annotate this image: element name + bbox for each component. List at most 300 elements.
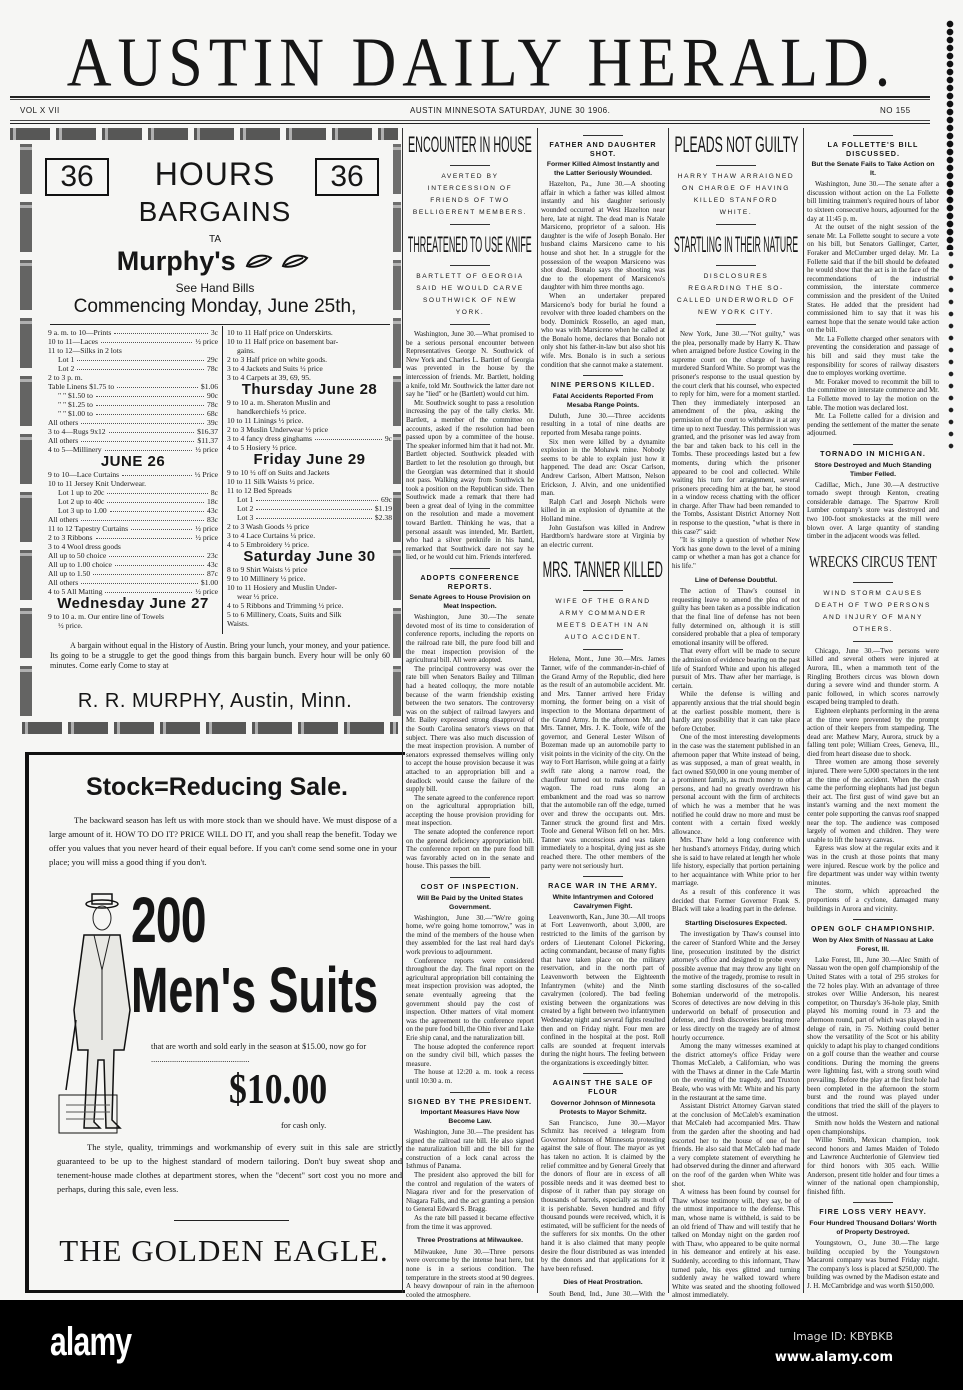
sale-item-label: Lot 2 up to 40c (58, 497, 105, 506)
article-paragraph: The senate agreed to the conference report on the agricultural appropriation bill, accepting the house provision providing for meat inspection. (406, 793, 534, 828)
article-subheadline: But the Senate Fails to Take Action on It. (811, 161, 935, 178)
sale-item (227, 346, 392, 355)
headline-text: MRS. TANNER KILLED (542, 557, 664, 583)
sale-item (48, 621, 218, 630)
article-paragraph: Ralph Carl and Joseph Nichols were killed in an explosion of dynamite at the Holland mine. (541, 497, 665, 523)
sale-item-label: 2 to 3 Ribbons (48, 533, 93, 542)
article-subheadline: Fatal Accidents Reported From Mesaba Range Points. (552, 392, 654, 409)
article-paragraph: When an undertaker prepared Marsiceno's body for burial he found a revolver with three loaded chambers on the body. Dominick Rossello, an aged man, who was with Marsiceno when he called at the Bonalo home, declares that Bonalo not only shot his father-in-law but also shot his wife. Mrs. Bonalo is in such a serious condition that she cannot make a statement. (541, 291, 665, 369)
article-subheadline: Senate Agrees to House Provision on Meat Inspection. (409, 594, 531, 611)
news-article (807, 547, 939, 913)
article-paragraph: The investigation by Thaw's counsel into the career of Stanford White and the Jersey line, prosecution instituted by the district attorney's office and designed to probe every possible avenue that may throw any light on the motive of the tragedy, promise to result in some startling disclosures of the so-called Bohemian underworld of the metropolis. Scores of detectives are now delving in this underworld on behalf of prosecution and defense, and fresh discoveries bearing more or less directly on the tragedy are of almost hourly occurrence. (672, 930, 800, 1042)
sale-item-price: 87c (207, 569, 218, 578)
article-body (807, 647, 939, 913)
article-body (541, 655, 665, 870)
sale-item-price: 8c (210, 488, 218, 497)
sale-item-label: 9 to 10 a. m. Sheraton Muslin and (227, 398, 331, 407)
sale-item-label: 9 to 10—Lace Curtains (48, 470, 120, 479)
sale-item-label: Table Linens $1.75 to (48, 382, 115, 391)
article-headline: NINE PERSONS KILLED. (550, 380, 656, 390)
decorative-bead-border (944, 20, 956, 250)
article-subheadline: Won by Alex Smith of Nassau at Lake Forest, Ill. (812, 936, 934, 953)
article-paragraph: Willie Smith, Mexican champion, took second honors and James Maiden of Toledo and Lawrence Auchterlonie of Glenview tied for third honors with 305 each. Willie Anderson, present title holder and four times a winner of the national open championship, finished fifth. (807, 1136, 939, 1196)
article-headline: AGAINST THE SALE OF FLOUR (552, 1078, 654, 1097)
sale-item-price: $2.38 (374, 513, 392, 522)
store-name-text: Murphy's (116, 246, 236, 276)
article-paragraph: Washington, June 30.—The senate after a discussion without action on the La Follette bill limiting trainmen's required hours of labor to sixteen consecutive hours, adjourned for the day at 11:45 p. m. (807, 180, 939, 223)
ad-divider (50, 324, 390, 325)
article-paragraph: Washington, June 30.—What promised to be a serious personal encounter between Representatives George N. Southwick of New York and Charles L. Bartlett of Georgia was prevented in the house by the intercession of friends. Mr. Bartlett, holding a knife, told Mr. Southwick the latter dare not say he "lied" or he (Bartlett) would cut him. (406, 330, 534, 399)
sale-item-price: 43c (207, 506, 218, 515)
article-paragraph: Cadillac, Mich., June 30.—A destructive tornado swept through Kenton, creating considerable damage. The Sparrow Kroll Lumber company's store was destroyed and two 100-foot smokestacks at the mill were blown over. A large quantity of standing timber in the adjacent woods was felled. (807, 480, 939, 541)
sale-item (48, 427, 218, 436)
decorative-dot-border (948, 250, 954, 450)
dot-leader (115, 560, 204, 566)
article-paragraph: One of the most interesting developments in the case was the statement published in an afternoon paper that White instead of being, as was supposed, a man of great wealth, in fact owned $50,000 in one young member of a prominent family, as much money to other persons, and had no greatly overdrawn his personal account with the firm of architects of which he was a member that he was notified he could draw no more and must be content with a certain fixed weekly allowance. (672, 733, 800, 836)
sale-item (48, 364, 218, 373)
divider (583, 649, 623, 650)
dot-leader (117, 382, 198, 388)
article-subheadline: White Infantrymen and Colored Cavalrymen Fight. (552, 893, 654, 910)
sale-item-label: ½ price. (58, 621, 83, 630)
volume-number: VOL X VII (20, 106, 60, 115)
sale-item-price: ½ price (195, 533, 218, 542)
sale-item-label: Lot 2 (58, 364, 75, 373)
article-headline: SIGNED BY THE PRESIDENT. (407, 1096, 533, 1106)
sale-item-label: 11 to 12 Bed Spreads (227, 486, 292, 495)
headline-deck: WIND STORM CAUSES DEATH OF TWO PERSONS AND INJURY OF MANY OTHERS. (814, 589, 931, 633)
leaf-ornament-icon (243, 252, 313, 270)
sale-item (48, 569, 218, 578)
source-url: www.alamy.com (774, 1350, 893, 1365)
sale-item-label: 3 to 4 Jackets and Suits ½ price (227, 364, 323, 373)
article-banner-headline (406, 130, 534, 160)
article-body (807, 1239, 939, 1291)
sale-schedule-left (48, 328, 218, 630)
sale-item (227, 531, 392, 540)
divider (450, 1092, 490, 1093)
article-headline: RACE WAR IN THE ARMY. (548, 881, 658, 891)
sale-item-price: ½ price (195, 524, 218, 533)
news-article (406, 1237, 534, 1299)
divider (853, 1202, 893, 1203)
sale-item-label: 2 to 3 Wash Goods ½ price (227, 522, 310, 531)
sale-item-price: $1.06 (200, 382, 218, 391)
ad-intro: The backward season has left us with more stock than we should have. We must dispose of a large amount of it. HOW TO DO IT? PRICE WILL DO IT, and you shall reap the benefit. Today we offer you values that you never heard of their equal before. If you can't come send some one in your place; you will miss a good thing if you don't. (49, 815, 397, 867)
article-paragraph: Six men were killed by a dynamite explosion in the Mohawk mine. Nobody seems to be able to explain just how it happened. The dead are: Oscar Carlson, Andrew Carlson, Albert Mattson, Nelson Erickson, J. Alvin, and one unidentified man. (541, 437, 665, 498)
news-article (541, 555, 665, 870)
article-body (807, 180, 939, 438)
sale-item-label: 11 to 12 Tapestry Curtains (48, 524, 129, 533)
sale-item (48, 533, 218, 542)
masthead-rule-top-inner (10, 99, 930, 100)
divider (716, 224, 756, 225)
column-rule (803, 128, 804, 1293)
divider (583, 1073, 623, 1074)
sale-item-price: $1.00 (200, 578, 218, 587)
divider (853, 582, 893, 583)
sale-item-price: 29c (207, 355, 218, 364)
sale-item-label: " " $1.25 to (58, 400, 93, 409)
news-article (406, 877, 534, 1085)
dot-leader (256, 513, 372, 519)
masthead-rule-bottom (10, 120, 930, 121)
sale-item-label: 4 to 5 Embroidery ½ price. (227, 540, 310, 549)
sale-item (48, 346, 218, 355)
article-body (807, 956, 939, 1197)
headline-deck: WIFE OF THE GRAND ARMY COMMANDER MEETS DEATH IN AN AUTO ACCIDENT. (555, 598, 651, 642)
article-paragraph: Washington, June 30.—The president has signed the railroad rate bill. He also signed the naturalization bill and the bill for the construction of a lock canal across the Isthmus of Panama. (406, 1128, 534, 1171)
sale-item-price: 69c (381, 495, 392, 504)
sale-item (227, 601, 392, 610)
dot-leader (256, 495, 378, 501)
sale-schedule-right (227, 328, 392, 628)
sale-item-label: 3 to 4 Lace Curtains ¼ price. (227, 531, 316, 540)
sale-item-label: Lot 1 (58, 355, 75, 364)
sale-item-label: 10 to 11 Linings ½ price. (227, 416, 304, 425)
article-paragraph: Helena, Mont., June 30.—Mrs. James Tanner, wife of the commander-in-chief of the Grand Army of the Republic, died here as the result of an automobile accident. Mr. and Mrs. Tanner arrived here Friday morning, the former being on a visit of inspection to the Montana department of the Grand Army. In the afternoon Mr. and Mrs. Tanner, Mrs. J. K. Toole, wife of the governor, and General Lester Wilson of Bozeman made up an automobile party to visit points in the vicinity of the city. On the way to Fort Harrison, while going at a fairly swift rate along a narrow road, the chauffeur turned out to make room for a wagon. The road runs along an embankment and the road was so narrow that the automobile ran off the edge, turned over and threw the occupants out. Mrs. Tanner struck the ground first and Mrs. Toole and General Wilson fell on her. Mrs. Tanner was unconscious and was taken immediately to a hospital, dying just as she reached there. The other members of the party were not seriously hurt. (541, 655, 665, 870)
ornamental-border-left (20, 144, 32, 719)
sale-item-label: 9 to 10 ½ off on Suits and Jackets (227, 468, 330, 477)
divider (450, 165, 490, 166)
sale-item (227, 583, 392, 592)
divider (853, 919, 893, 920)
image-id: Image ID: KBYBKB (792, 1330, 893, 1343)
sale-item (48, 560, 218, 569)
sale-item-price: ½ Price (194, 470, 218, 479)
article-paragraph: Mr. Southwick sought to pass a resolution increasing the pay of the tally clerks. Mr. Bartlett, a member of the committee on accounts, asked if the resolution had been passed upon by a committee of the house. The speaker informed him that it had not. Mr. Bartlett objected. Southwick pleaded with Bartlett to let the resolution go through, but the Georgian was determined that it should not pass. Walking away from Southwick he took a position on the Republican side. Then Southwick made a remark that there had been a great deal of lying in the committee on the resolution and made a movement toward Bartlett. Thinking he was, that a personal assault was intended, Mr. Bartlett, who had a silver penknife in his hand, remarked that Southwick dare not say he lied, or he would cut him. Friends interfered. (406, 398, 534, 562)
sale-item-label: Lot 3 (237, 513, 254, 522)
dot-leader (131, 524, 192, 530)
article-headline: OPEN GOLF CHAMPIONSHIP. (810, 924, 936, 934)
article-headline: FIRE LOSS VERY HEAVY. (819, 1207, 927, 1217)
sale-day-heading: Friday June 29 (253, 451, 366, 468)
sale-item-label: All up to 1.00 choice (48, 560, 112, 569)
sale-item (48, 578, 218, 587)
sale-item-price: $16.37 (197, 427, 218, 436)
dot-leader (81, 578, 198, 584)
dot-leader (107, 488, 207, 494)
article-paragraph: The senate adopted the conference report on the general deficiency appropriation bill. The conference report on the pure food bill was favorably acted on in the senate and house. This passes the bill. (406, 828, 534, 871)
sale-item-label: 10 to 11—Laces (48, 337, 98, 346)
sale-day-heading: Thursday June 28 (241, 381, 378, 398)
dot-leader (256, 504, 372, 510)
sale-item (48, 612, 218, 621)
article-body (541, 180, 665, 369)
commencing-date: Commencing Monday, June 25th, (73, 296, 357, 317)
sale-item (227, 619, 392, 628)
article-subheadline: Important Measures Have Now Become Law. (420, 1109, 520, 1126)
news-article (807, 135, 939, 438)
divider (583, 375, 623, 376)
column-rule (537, 128, 538, 1293)
news-article (672, 920, 800, 1300)
article-banner-headline (672, 230, 800, 260)
article-paragraph: A witness has been found by counsel for Thaw whose testimony will, they say, be of the utmost importance to the defense. This man, whose name is withheld, is said to be an old friend of Thaw and will testify that he talked on Monday night on the garden roof with Thaw, who appeared to be quite normal in his demeanor and entirely at his ease. Suddenly, according to this informant, Thaw turned pale, his eyes glitted and turning suddenly away he walked toward where White was seated and the shooting followed almost immediately. (672, 1188, 800, 1300)
sale-item-label: 10 to 11 Half price on basement bar- (227, 337, 339, 346)
dot-leader (315, 434, 382, 440)
article-body (541, 412, 665, 550)
sale-item (48, 382, 218, 391)
sale-item-label: 5 to 6 Millinery, Coats, Suits and Silk (227, 610, 342, 619)
boxed-number-left: 36 (45, 158, 109, 196)
sale-item (227, 522, 392, 531)
article-paragraph: At the outset of the night session of the senate Mr. La Follette sought to secure a vote on his bill, but Senators Gallinger, Carter, Foraker and McCumber urged delay. Mr. La Follette said that if the bill should be defeated he would show that the act is in the face of the recommendations of the industrial commission, the interstate commerce commission and the president of the United States. He added that the president had commissioned him to say that it was his earnest hope that the senate would take action on the bill. (807, 223, 939, 335)
sale-item-price: 83c (207, 515, 218, 524)
sale-item-label: 3 to 4 fancy dress ginghams (227, 434, 312, 443)
sale-item (227, 468, 392, 477)
article-body (406, 914, 534, 1086)
sale-item (227, 328, 392, 337)
sale-item (227, 364, 392, 373)
sale-day-heading: JUNE 26 (100, 453, 166, 470)
article-subhead: Line of Defense Doubtful. (694, 576, 778, 584)
sale-item-label: handkerchiefs ½ price. (237, 407, 307, 416)
dot-leader (107, 497, 204, 503)
issue-number: NO 155 (880, 106, 911, 115)
sale-item-label: Lot 1 (237, 495, 254, 504)
dot-leader (96, 409, 204, 415)
article-paragraph: South Bend, Ind., June 30.—With the (549, 1289, 665, 1298)
sale-item (48, 355, 218, 364)
article-banner-headline (541, 555, 665, 585)
article-paragraph: San Francisco, June 30.—Mayor Schmitz has received a telegram from Governor Johnson of Minnesota protesting against the sale of flour. The mayor as yet has taken no action. It is claimed by the relief committee and by General Greely that the donors of flour are in excess of all possible needs and it was deemed best to dispose of it rather than pay storage on thousands of barrels, especially as much of it is perishable. Seven hundred and fifty thousand pounds were received, which, it is estimated, will be sufficient for the needs of the sufferers for six months. On the other hand it is also claimed that many people desire the flour distributed as was intended by the donors and that applications for it have been refused. (541, 1118, 665, 1273)
article-subheadline: Governor Johnson of Minnesota Protests to Mayor Schmitz. (550, 1099, 656, 1116)
divider (583, 876, 623, 877)
sale-item-label: 4 to 5 All Matting (48, 587, 103, 596)
article-subhead: Three Prostrations at Milwaukee. (416, 1237, 524, 1245)
news-article (541, 876, 665, 1067)
sale-item (48, 400, 218, 409)
dot-leader (105, 445, 193, 451)
sale-item-label: 8 to 9 Shirt Waists ½ price (227, 565, 308, 574)
divider (450, 568, 490, 569)
news-article (541, 135, 665, 369)
news-article (541, 375, 665, 549)
dot-leader (110, 506, 204, 512)
dot-leader (81, 436, 194, 442)
sale-item-label: All others (48, 418, 79, 427)
sale-item-price: $11.37 (197, 436, 218, 445)
sale-item-label: " " $1.50 to (58, 391, 93, 400)
dot-leader (96, 400, 204, 406)
ad-title: Stock=Reducing Sale. (86, 773, 348, 801)
news-column-1 (406, 130, 534, 1299)
sale-item-price: 90c (207, 391, 218, 400)
sale-item-label: Lot 2 (237, 504, 254, 513)
schedule-column-divider (222, 326, 223, 634)
headline-text: STARTLING IN THEIR NATURE (673, 232, 799, 257)
newspaper-masthead: AUSTIN DAILY HERALD. (66, 24, 897, 102)
sale-item (227, 407, 392, 416)
sale-item (227, 477, 392, 486)
dot-leader (96, 533, 193, 539)
original-price-text: that are worth and sold early in the season at $15.00, now go for ............................................... (151, 1042, 367, 1064)
news-article (541, 1073, 665, 1273)
dot-leader (77, 364, 204, 370)
article-headline: COST OF INSPECTION. (420, 882, 520, 892)
quality-guarantee-text: The style, quality, trimmings and workmanship of every suit in this sale are strictly guaranteed to be up to the highest standard of modern tailoring. Don't buy sweat shop and tenement-house made clothes at department stores, when the "decent" sort cost you no more and perhaps, during this sale, even less. (57, 1142, 402, 1194)
ornamental-border-bottom (22, 722, 398, 734)
news-article (406, 568, 534, 871)
article-paragraph: Washington, June 30.—"We're going home, we're going home tomorrow," was in the mind of the members of the house when they assembled for the last real hard day's work previous to adjournment. (406, 913, 534, 956)
sale-item-label: Lot 3 up to 1.00 (58, 506, 107, 515)
item-headline: Men's Suits (131, 954, 379, 1026)
dot-leader (81, 418, 204, 424)
sale-item-price: 39c (207, 418, 218, 427)
article-headline: ADOPTS CONFERENCE REPORTS. (420, 573, 520, 591)
article-subhead: Startling Disclosures Expected. (685, 919, 787, 927)
headline-text: WRECKS CIRCUS TENT (809, 551, 937, 571)
article-paragraph: Egress was slow at the regular exits and it was in the crush at those points that many were injured. Rescue work by the police and fire department was under way within twenty minutes. (807, 844, 939, 887)
divider (716, 324, 756, 325)
headline-deck: BARTLETT OF GEORGIA SAID HE WOULD CARVE SOUTHWICK OF NEW YORK. (416, 273, 524, 316)
dot-leader (122, 470, 192, 476)
article-body (672, 587, 800, 914)
see-hand-bills: See Hand Bills (175, 281, 255, 295)
sale-item-price: ½ price (195, 445, 218, 454)
article-body (672, 330, 800, 571)
sale-item-label: 10 to 11 Hosiery and Muslin Under- (227, 583, 338, 592)
sale-item (48, 524, 218, 533)
divider (450, 224, 490, 225)
article-body (541, 1119, 665, 1274)
divider (583, 135, 623, 136)
article-paragraph: The house at 12:20 a. m. took a recess until 10:30 a. m. (406, 1068, 534, 1085)
quantity-headline: 200 (131, 884, 206, 956)
dot-leader (93, 569, 204, 575)
article-paragraph: As a result of this conference it was decided that Former Governor Frank S. Black will take a leading part in the defense. (672, 888, 800, 914)
sale-item-label: Lot 1 up to 20c (58, 488, 105, 497)
sale-item (48, 328, 218, 337)
sale-item-label: 10 to 11 Jersey Knit Underwear. (48, 479, 146, 488)
news-article (672, 577, 800, 914)
sale-item-label: wear ½ price. (237, 592, 279, 601)
ad-closing-text: A bargain without equal in the History of Austin. Bring your lunch, your money, and your patience. Its going to be a struggle to get the good things from this bargain bunch. Every hour will be only 60 minutes. Come early Come to stay at (50, 641, 390, 670)
divider (853, 135, 893, 136)
article-subheadline: Former Killed Almost Instantly and the Latter Seriously Wounded. (546, 161, 660, 178)
divider (853, 641, 893, 642)
article-body (807, 481, 939, 541)
sale-item (227, 574, 392, 583)
sale-item (227, 434, 392, 443)
article-paragraph: Washington, June 30.—The senate devoted most of its time to consideration of conference reports, including the reports on the railroad rate bill, the pure food bill and the meat inspection provision of the agricultural bill. All were adopted. (406, 613, 534, 665)
article-paragraph: John Gustafson was killed in Andrew Hardtborn's hardware store at Virginia by an electric current. (541, 523, 665, 549)
article-body (406, 613, 534, 871)
column-rule (668, 128, 669, 1293)
sale-item (227, 398, 392, 407)
divider (450, 265, 490, 266)
boxed-number-right: 36 (315, 158, 379, 196)
ad-signature: R. R. MURPHY, Austin, Minn. (77, 690, 353, 712)
article-paragraph: Hazelton, Pa., June 30.—A shooting affair in which a father was killed almost instantly and his daughter seriously wounded occurred at West Hazelton near here, late at night. The dead man is Natale Marsiceno, proprietor of a saloon. His daughter is the wife of Joseph Bonalo. Her husband claims Marsiceno came to his house and shot her. In a struggle for the possession of the weapon Marsiceno was shot dead. Bonalo says the shooting was due to the elopement of Marsiceno's daughter with him three months ago. (541, 180, 665, 292)
article-paragraph: The house adopted the conference report on the sundry civil bill, which passes the measure. (406, 1042, 534, 1068)
alamy-logo: alamy (50, 1320, 132, 1364)
headline-deck: HARRY THAW ARRAIGNED ON CHARGE OF HAVING KILLED STANFORD WHITE. (677, 173, 795, 216)
dot-leader (77, 355, 204, 361)
store-name: THE GOLDEN EAGLE. (59, 1233, 389, 1268)
article-body (406, 1248, 534, 1300)
article-banner-headline (406, 230, 534, 260)
sale-item-label: 2 to 3 Muslin Underwear ½ price (227, 425, 329, 434)
dot-leader (96, 391, 204, 397)
article-paragraph: While the defense is willing and apparently anxious that the trial should begin at the earliest possible moment, there is hardly any possibility that it can take place before October. (672, 690, 800, 733)
divider (716, 165, 756, 166)
ornamental-border-top (10, 128, 398, 140)
sale-item-label: 4 to 5 Ribbons and Trimming ½ price. (227, 601, 344, 610)
divider (853, 444, 893, 445)
dot-leader (109, 551, 204, 557)
sale-item (227, 355, 392, 364)
sale-item-label: 11 to 12—Silks in 2 lots (48, 346, 122, 355)
sale-item-label: 9 to 10 a. m. Our entire line of Towels (48, 612, 164, 621)
article-paragraph: Lake Forest, Ill., June 30.—Alec Smith of Nassau won the open golf championship of the United States with a total of 295 strokes for the 72 holes play. With an advantage of three strokes over Willie Anderson, his nearest competitor, on Thursday's 36-hole play, Smith played his morning round in 73 and the afternoon round, part of which was played in a deluge of rain, in 75. Nothing could better show the versatility of the Scot or his ability quickly to adapt his play to changed conditions on a golf course than the weather and course conditions. During the morning the greens were lightning fast, with a strong south wind prevailing. Before the play at the first hole had been completed in the afternoon the storm burst and the round was played under conditions that tried the skill of the players to the utmost. (807, 955, 940, 1119)
article-paragraph: Chicago, June 30.—Two persons were killed and several others were injured at Aurora, Ill., when a mammoth tent of the Ringling Brothers circus was blown down during a severe wind and thunder storm. A panic followed, in which scores narrowly escaped being trampled to death. (807, 646, 939, 707)
watermark-footer (0, 1300, 963, 1390)
article-paragraph: Conference reports were considered throughout the day. The final report on the agricultural appropriation bill containing the meat inspection provision was adopted, the senate eventually agreeing that the government should pay the cost of inspection. Other matters of vital moment was the agreement to the conference report on the pure food bill, the Ohio river and Lake Erie ship canal, and the naturalization bill. (406, 956, 534, 1042)
headline-text: ENCOUNTER IN HOUSE (408, 132, 532, 157)
ad-divider (174, 1220, 289, 1221)
sale-item-label: Waists. (227, 619, 249, 628)
sale-item-label: 2 to 3 p. m. (48, 373, 83, 382)
payment-terms: for cash only. (281, 1121, 327, 1130)
sale-item (48, 488, 218, 497)
article-headline: LA FOLLETTE'S BILL DISCUSSED. (827, 140, 919, 158)
sale-item (48, 497, 218, 506)
news-column-3 (672, 130, 800, 1300)
sale-item (227, 513, 392, 522)
article-paragraph: The president also approved the bill for the control and regulation of the waters of Niagara river and for the preservation of Niagara Falls, and the act granting a pension to General Edward S. Bragg. (406, 1171, 534, 1214)
news-column-2 (541, 130, 665, 1298)
dot-leader (109, 427, 195, 433)
article-paragraph: New York, June 30.—"Not guilty," was the plea, personally made by Harry K. Thaw when arraigned before Justice Cowing in the supreme court on the charge of having murdered Stanford White. So prompt was the prisoner's response to the usual question by the court clerk that his counsel, who expected to reply for him, were for a moment startled. Then they immediately interposed an amendment of the plea, asking the permission of the court to withdraw it at any time up to next Tuesday. This permission was granted, and the prisoner was led away from the bar and taken back to his cell in the Tombs. These proceedings lasted but a few moments, during which the prisoner appeared to be cool and collected. While waiting his turn for arraignment, several prisoners preceding him at the bar, he stood in a window recess chatting with the officer in charge. After Thaw had been remanded to the Tombs, Assistant District Attorney Nott in response to the question, "what is there in this case?" said: (672, 330, 800, 536)
masthead-rule-bottom-2 (10, 123, 930, 124)
article-paragraph: Leavenworth, Kan., June 30.—All troops at Fort Leavenworth, about 3,000, are restricted to the limits of the garrison by orders of Lieutenant Colonel Pickering, acting commandant, because of many fights that have taken place on the military reservation, and in the north part of Leavenworth between the Eighteenth Infantrymen (white) and the Ninth cavalrymen (colored). The bad feeling existing between the organizations was created by a fight between two infantrymen Wednesday night and several fights resulted then and on Friday night. Four men are confined in the hospital at the post. Roll calls are sounded at frequent intervals during the night hours. The feeling between the organizations is exceedingly bitter. (541, 912, 665, 1067)
golden-eagle-advertisement (25, 752, 405, 1293)
sale-item-price: ½ price (195, 337, 218, 346)
sale-item-price: 3c (210, 328, 218, 337)
sale-day-heading: Wednesday June 27 (57, 595, 209, 612)
sale-item-label: 4 to 5 Hosiery ½ price. (227, 443, 297, 452)
sale-item-label: All up to 50 choice (48, 551, 107, 560)
ornamental-border-right (393, 144, 401, 719)
ad-ta: TA (208, 234, 222, 245)
sale-item-label: 10 to 11 Half price on Underskirts. (227, 328, 333, 337)
murphy-bargains-advertisement (10, 128, 398, 734)
divider (716, 265, 756, 266)
dot-leader (101, 337, 192, 343)
sale-item (227, 565, 392, 574)
article-paragraph: Mr. La Follette called for a division and pending the settlement of the matter the senate adjourned. (807, 412, 939, 438)
article-paragraph: Mr. Foraker moved to recommit the bill to the committee on interstate commerce and Mr. La Follette moved to lay the motion on the table. The motion was declared lost. (807, 377, 939, 412)
sale-item (227, 416, 392, 425)
article-paragraph: Mrs. Thaw held a long conference with her husband's attorneys Friday, during which she is said to have related at length her whole life history, especially that portion pertaining to her acquaintance with White prior to her marriage. (672, 836, 800, 888)
sale-item-label: All others (48, 515, 79, 524)
sale-item-label: 4 to 5—Millinery (48, 445, 102, 454)
sale-item (48, 551, 218, 560)
dot-leader (81, 515, 204, 521)
sale-item-label: All up to 1.50 (48, 569, 91, 578)
sale-item-label: " " $1.00 to (58, 409, 93, 418)
sale-item (48, 373, 218, 382)
news-article (406, 1092, 534, 1232)
sale-item (227, 592, 392, 601)
article-headline: FATHER AND DAUGHTER SHOT. (549, 140, 657, 158)
headline-deck: DISCLOSURES REGARDING THE SO-CALLED UNDERWORLD OF NEW YORK CITY. (676, 273, 796, 316)
sale-item-label: 3 to 4 Carpets at 39, 69, 95. (227, 373, 311, 382)
article-paragraph: As the rate bill passed it became effective from the time it was approved. (406, 1214, 534, 1231)
article-banner-headline (672, 130, 800, 160)
